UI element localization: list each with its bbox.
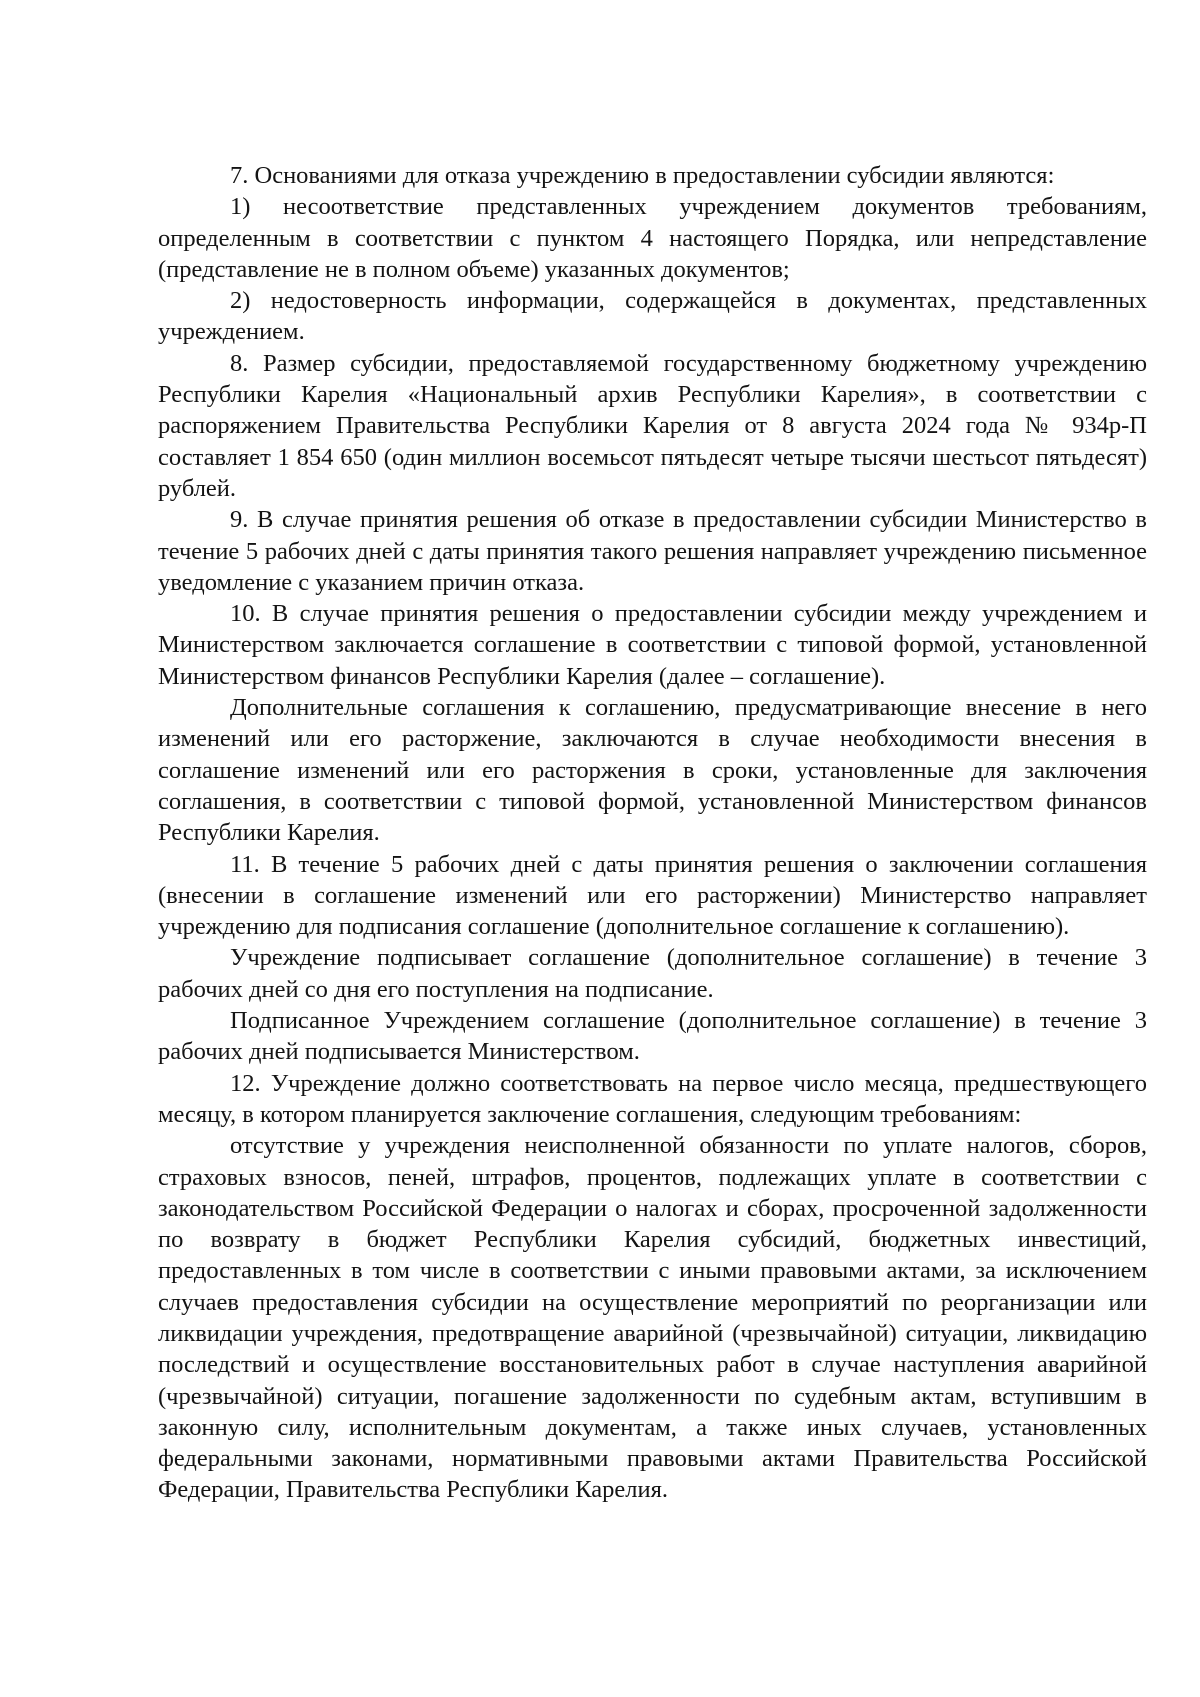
paragraph-11-ministry-signing: Подписанное Учреждением соглашение (дополнительное соглашение) в течение 3 рабочих дней подписывается Министерством.: [158, 1007, 1147, 1066]
paragraph-7-item-2: 2) недостоверность информации, содержащейся в документах, представленных учреждением.: [158, 287, 1147, 346]
paragraph-12-requirements: 12. Учреждение должно соответствовать на первое число месяца, предшествующего месяцу, в котором планируется заключение соглашения, следующим требованиям:: [158, 1069, 1147, 1128]
paragraph-12-no-debt-requirement: отсутствие у учреждения неисполненной обязанности по уплате налогов, сборов, страховых взносов, пеней, штрафов, процентов, подлежащих уплате в соответствии с законодательством Российской Федерации о налогах и сборах, просроченной задолженности по возврату в бюджет Республики Карелия субсидий, бюджетных инвестиций, предоставленных в том числе в соответствии с иными правовыми актами, за исключением случаев предоставления субсидии на осуществление мероприятий по реорганизации или ликвидации учреждения, предотвращение аварийной (чрезвычайной) ситуации, ликвидацию последствий и осуществление восстановительных работ в случае наступления аварийной (чрезвычайной) ситуации, погашение задолженности по судебным актам, вступившим в законную силу, исполнительным документам, а также иных случаев, установленных федеральными законами, нормативными правовыми актами Правительства Российской Федерации, Правительства Республики Карелия.: [158, 1132, 1147, 1504]
paragraph-8-subsidy-amount: 8. Размер субсидии, предоставляемой государственному бюджетному учреждению Республики Карелия «Национальный архив Республики Карелия», в соответствии с распоряжением Правительства Республики Карелия от 8 августа 2024 года № 934р-П составляет 1 854 650 (один миллион восемьсот пятьдесят четыре тысячи шестьсот пятьдесят) рублей.: [158, 349, 1147, 502]
paragraph-11-agreement-sending: 11. В течение 5 рабочих дней с даты принятия решения о заключении соглашения (внесении в соглашение изменений или его расторжении) Министерство направляет учреждению для подписания соглашение (дополнительное соглашение к соглашению).: [158, 850, 1147, 941]
document-body: [158, 160, 1147, 1506]
paragraph-10-additional-agreements: Дополнительные соглашения к соглашению, предусматривающие внесение в него изменений или его расторжение, заключаются в случае необходимости внесения в соглашение изменений или его расторжения в сроки, установленные для заключения соглашения, в соответствии с типовой формой, установленной Министерством финансов Республики Карелия.: [158, 694, 1147, 847]
paragraph-7-refusal-grounds: 7. Основаниями для отказа учреждению в предоставлении субсидии являются:: [230, 162, 1055, 189]
paragraph-7-item-1: 1) несоответствие представленных учреждением документов требованиям, определенным в соответствии с пунктом 4 настоящего Порядка, или непредставление (представление не в полном объеме) указанных документов;: [158, 193, 1147, 283]
paragraph-9-refusal-notice: 9. В случае принятия решения об отказе в предоставлении субсидии Министерство в течение 5 рабочих дней с даты принятия такого решения направляет учреждению письменное уведомление с указанием причин отказа.: [158, 506, 1147, 596]
paragraph-11-institution-signing: Учреждение подписывает соглашение (дополнительное соглашение) в течение 3 рабочих дней со дня его поступления на подписание.: [158, 944, 1147, 1003]
paragraph-10-agreement: 10. В случае принятия решения о предоставлении субсидии между учреждением и Министерством заключается соглашение в соответствии с типовой формой, установленной Министерством финансов Республики Карелия (далее – соглашение).: [158, 600, 1147, 690]
